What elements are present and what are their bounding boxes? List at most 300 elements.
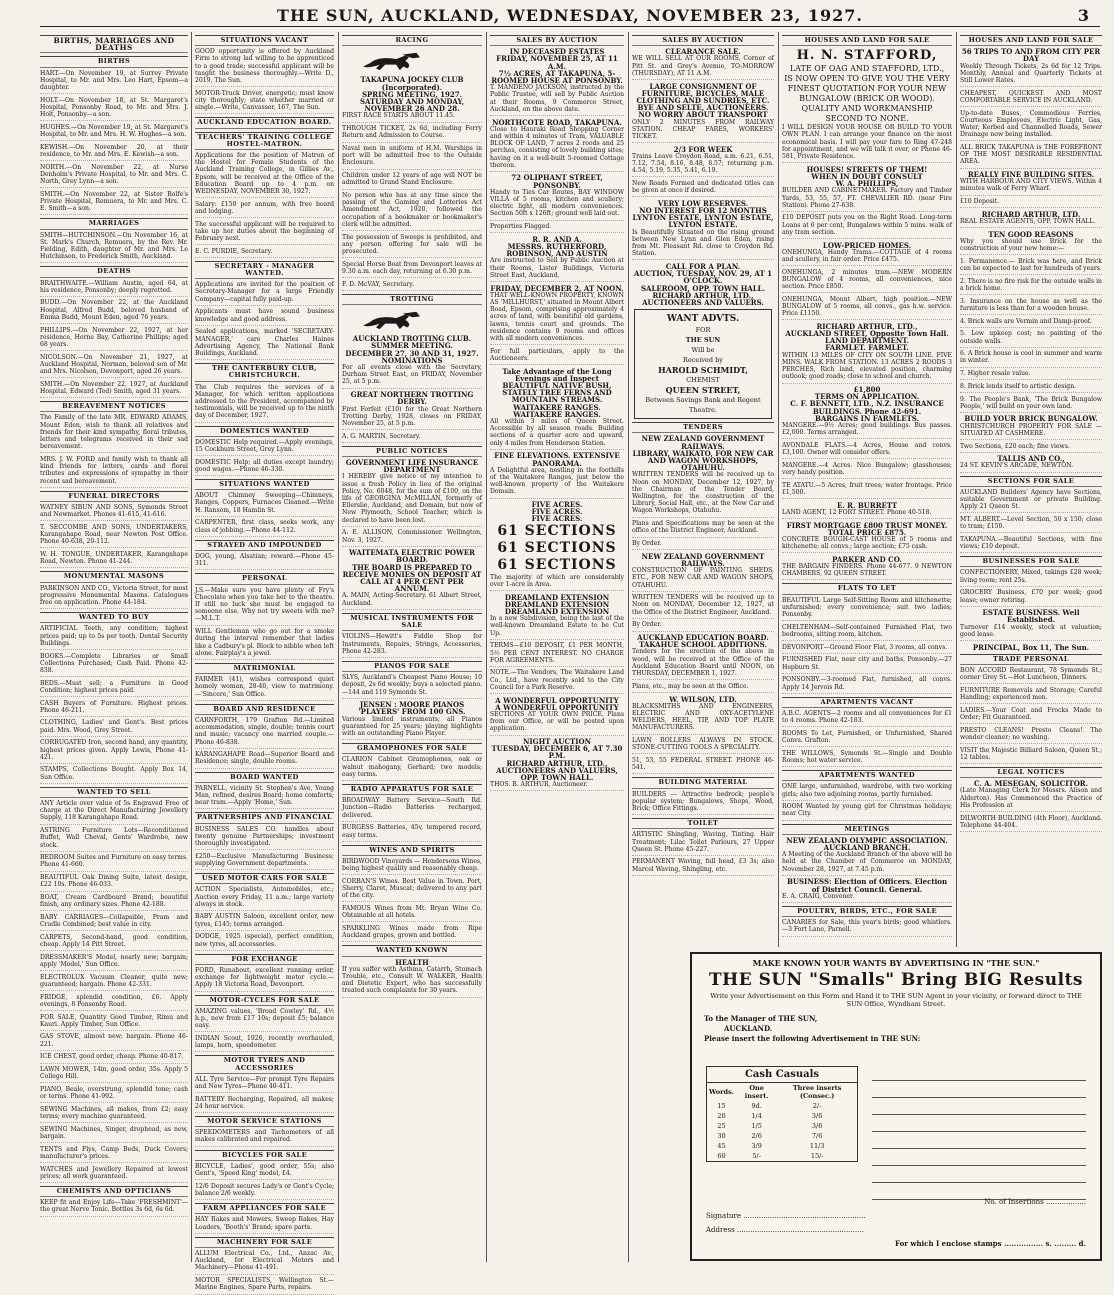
rate-cell: 45: [717, 1142, 726, 1150]
classified-ad: Various limited instruments; all Pianos guaranteed for 25 years; playing highlights with an outstanding Piano Player.: [342, 716, 482, 741]
classified-ad: CASH Buyers of Furniture. Highest prices. Phone 46-211.: [40, 700, 188, 717]
classified-ad: Plans and Specifications may be seen at the office of the District Engineer, Auckland.: [632, 520, 774, 537]
classified-ad: By Order.: [632, 540, 774, 550]
section-heading: PERSONAL: [195, 573, 334, 584]
classified-ad: Plans, etc., may be seen at the Office.: [632, 683, 774, 693]
classified-ad: ARTISTIC Shingling, Waving, Tinting. Hair Treatment; Lilac Toilet Parlours, 27 Upper Queen St. Phone 45-227.: [632, 831, 774, 856]
display-caption: Take Advantage of the Long Evenings and Inspect: [502, 366, 612, 383]
display-caption: RICHARD ARTHUR, LTD., AUCTIONEERS AND VALUERS.: [642, 290, 764, 307]
classified-ad: CORRUGATED Iron, second hand, any quantity, highest prices given. Apply Lewis, Phone 41-421.: [40, 739, 188, 764]
section-heading: CHEMISTS AND OPTICIANS: [40, 1186, 188, 1197]
classified-ad: J.S.—Make sure you have plenty of Fry's Chocolate when you take her to the theatre. If still no luck she must be engaged to someone else. Why not try sweets with me?—M.L.T.: [195, 587, 334, 626]
display-caption: NEW ZEALAND GOVERNMENT RAILWAYS.: [641, 551, 765, 568]
classified-ad: TE ATATU.—5 Acres, fruit trees; water frontage. Price £1,500.: [782, 482, 952, 499]
classified-ad: SMITH.—On November 22, at Sister Rolfe's Private Hospital, Remuera, to Mr. and Mrs. C. E. Smith—a son.: [40, 191, 188, 216]
classified-ad: 2. There is no fire risk for the outside walls in a brick home.: [960, 278, 1102, 295]
display-caption: FIVE ACRES.: [531, 500, 583, 510]
display-caption: FIRST MORTGAGE £800 TRUST MONEY.: [786, 520, 948, 530]
display-caption: C. A. MESEGAN, SOLICITOR.: [973, 779, 1089, 789]
classified-ad: First Forfeit (£10) for the Great Northern Trotting Derby, 1928, closes on FRIDAY, November 25, at 5 p.m.: [342, 406, 482, 431]
display-caption: RICHARD ARTHUR, LTD., AUCTIONEERS AND VALUERS, OPP. TOWN HALL.: [496, 758, 618, 783]
column-4: [486, 32, 627, 1262]
classified-ad: FARMER (41), wishes correspond quiet homely woman, 28-40, view to matrimony.—'Sincere,' Sun Office.: [195, 676, 334, 701]
classified-ad: DOMESTIC Help required.—Apply evenings, 15 Cockburn Street, Grey Lynn.: [195, 439, 334, 456]
rates-col-words: Words.: [709, 1088, 734, 1096]
classified-ad: BABY CARRIAGES—Collapsible, Pram and Cradle Combined; best value in city.: [40, 914, 188, 931]
classified-ad: SEWING Machines, all makes, from £2; easy terms; every machine guaranteed.: [40, 1106, 188, 1123]
display-caption: BUSINESS: Election of Officers. Election of District Council. General.: [786, 877, 948, 894]
classified-ad: LAWN MOWER, 14in, good order, 35s. Apply 5 College Hill.: [40, 1066, 188, 1083]
display-caption: LIBRARY, WAIKATO, FOR NEW CAR AND WAGON WORKSHOPS, OTAHUHU.: [632, 448, 774, 473]
display-caption: BYE AND SELTE, AUCTIONEERS.: [637, 103, 769, 113]
classified-ad: NICOLSON.—On November 21, 1927, at Auckland Hospital, Norman, beloved son of Mr. and Mrs. Nicolson, Devonport, aged 26 years.: [40, 354, 188, 379]
classified-ad: CANARIES for Sale, this year's birds; good whistlers.—3 Fort Lane, Parnell.: [782, 919, 952, 936]
classified-ad: MOTOR SPECIALISTS, Wellington St.—Marine Engines, Spare Parts, repairs.: [195, 1277, 334, 1294]
classified-ad: BON ACCORD Restaurant, 78 Symonds St.; corner Grey St.—Hot Luncheon, Dinners.: [960, 667, 1102, 684]
classified-ad: ASTRING Furniture Lots—Reconditioned Buffet, Wall Cheval, Gents' Wardrobe, new stock.: [40, 827, 188, 852]
classified-ad: 8. Brick lends itself to artistic design.: [960, 383, 1102, 393]
display-caption: RICHARD ARTHUR, LTD.: [981, 209, 1081, 219]
classified-ad: ALL BRICK TAKAPUNA is THE FOREFRONT OF THE MOST DESIRABLE RESIDENTIAL AREA.: [960, 144, 1102, 169]
classified-ad: BEAUTIFUL Large Self-Sitting Room and kitchenette; unfurnished; every convenience; suit two ladies; Ponsonby.: [782, 597, 952, 622]
page-number: 3: [1077, 6, 1090, 25]
display-caption: IN DECEASED ESTATES: [509, 47, 605, 57]
classified-ad: LADIES.—Your Coat and Frocks Made to Order; Fit Guaranteed.: [960, 707, 1102, 724]
display-caption: A WONDERFUL OPPORTUNITY: [495, 702, 619, 712]
classified-ad: THOS. B. ARTHUR, Auctioneer.: [490, 781, 624, 791]
section-heading: USED MOTOR CARS FOR SALE: [195, 873, 334, 884]
boxed-notice-line: FOR: [695, 326, 711, 335]
section-heading: STRAYED AND IMPOUNDED: [195, 540, 334, 551]
display-caption: TALLIS AND CO.,: [997, 454, 1065, 464]
display-caption: RICHARD ARTHUR, LTD.,: [816, 321, 918, 331]
classified-ad: CONCRETE BOUGH-CAST HOUSE of 5 rooms and kitchenette; all convs.; large section; £75 cash.: [782, 536, 952, 553]
classified-ad: F. D. McVAY, Secretary.: [342, 281, 482, 291]
cash-casuals-rate-table: [706, 1066, 858, 1162]
display-caption: NO WORRY ABOUT TRANSPORT: [638, 110, 768, 120]
classified-ad: BROADWAY Battery Service—South Rd. Junction—Radio Batteries recharged, delivered.: [342, 797, 482, 822]
classified-ad: WRITTEN TENDERS will be received up to Noon on MONDAY, December 12, 1927, by the Chairman of the Tender Board, Wellington, for the construction of the Library, Social Hall, etc., at the New Car and Wagon Workshops, Otahuhu.: [632, 471, 774, 517]
display-caption: PRINCIPAL, Box 11, The Sun.: [972, 642, 1090, 652]
display-advertisement-line: H. N. STAFFORD,: [796, 48, 938, 64]
section-heading: DOMESTICS WANTED: [195, 426, 334, 437]
section-heading: BIRTHS, MARRIAGES AND DEATHS: [40, 35, 188, 53]
classified-ad: WILL Gentleman who go out for a smoke during the interval remember that ladies like a Cadbury's pl. Block to nibble when left alone. Fairplay's a jewel.: [195, 628, 334, 660]
newspaper-title: THE SUN, AUCKLAND, WEDNESDAY, NOVEMBER 23, 1927.: [277, 6, 863, 25]
classified-ad: I WILL DESIGN YOUR HOUSE OR BUILD TO YOUR OWN PLAN. I can arrange your finance on the most economical basis. I will pay your fare to Ring 47-248 for appointment, and we will talk it over, or Phone 46-581, Private Residence.: [782, 124, 952, 163]
display-caption: ESTATE BUSINESS. Well Established.: [982, 608, 1080, 625]
display-caption: HEALTH: [395, 957, 429, 967]
classified-ad: ICE CHEST, good order, cheap. Phone 40-817.: [40, 1053, 188, 1063]
classified-ad: NOTE.—The Vendors, The Waitakere Land Co., Ltd., have recently sold to the City Council for a Park Reserve.: [490, 669, 624, 694]
display-caption: R. R. AND A.: [532, 234, 582, 244]
classified-ad: Special Horse Boat from Devonport leaves at 9.30 a.m. each day, returning at 6.30 p.m.: [342, 261, 482, 278]
classified-ad: Turnover £14 weekly, stock at valuation; good lease.: [960, 624, 1102, 641]
classified-ad: GOOD opportunity is offered by Auckland Firm to strong lad willing to be apprenticed to a good trade; successful applicant will be taught the business thoroughly.—Write D., 2019, The Sun.: [195, 48, 334, 87]
section-heading: BIRTHS: [40, 56, 188, 67]
display-caption: NIGHT AUCTION: [523, 737, 591, 747]
classified-ad: FORD, Runabout, excellent running order, exchange for lightweight motor cycle.—Apply 18 Victoria Road, Devonport.: [195, 967, 334, 992]
display-caption: A WONDERFUL OPPORTUNITY: [495, 695, 619, 705]
classified-ad: W. H. TONGUE, UNDERTAKER, Karangahape Road, Newton. Phone 41-244.: [40, 551, 188, 568]
display-caption: TEN GOOD REASONS: [988, 229, 1074, 239]
classified-ad: DEVONPORT—Ground Floor Flat, 3 rooms, all convs.: [782, 644, 952, 654]
classified-ad: A Delightful area, nestling in the foothills of the Waitakere Ranges, just below the well-known property of the Waitakere Domain.: [490, 467, 624, 499]
display-caption: TOTAL PRICE £875.: [827, 527, 907, 537]
section-heading: APARTMENTS VACANT: [782, 697, 952, 708]
display-caption: FRIDAY, NOVEMBER 25, AT 11 A.M.: [496, 54, 618, 71]
masthead: [40, 6, 1100, 27]
classified-ad: ONEHUNGA, Mount Albert, high position.—NEW BUNGALOW of 5 rooms, all convs., gas h.w. service. Price £1150.: [782, 296, 952, 321]
rate-cell: 2/-: [812, 1102, 822, 1110]
display-caption: SUMMER MEETING.: [371, 341, 453, 351]
coupon-instructions: Write your Advertisement on this Form and Hand it to THE SUN Agent in your vicinity, or forward direct to THE SUN Office, Wyndham Street.: [710, 992, 1082, 1008]
classified-ad: ONE large, unfurnished, wardrobe, with two working girls; also two adjoining rooms, partly furnished.: [782, 783, 952, 800]
classified-ad: Handy to Ties Car Routes, BAY WINDOW VILLA of 5 rooms, kitchen and scullery; electric light, all modern conveniences. Section 50ft x 126ft; ground well laid out.: [490, 189, 624, 221]
display-caption: WAITAKERE RANGES.: [513, 402, 601, 412]
classified-ad: BOOKS.—Complete Libraries or Small Collections Purchased; Cash Paid. Phone 42-838.: [40, 653, 188, 678]
classified-ad: DILWORTH BUILDING (4th Floor), Auckland. Telephone 44-404.: [960, 815, 1102, 832]
section-heading: BEREAVEMENT NOTICES: [40, 401, 188, 412]
classified-ad: PARNELL, vicinity St. Stephen's Ave, Young Man, refined, desires Board; home comforts; near tram.—Apply 'Home,' Sun.: [195, 785, 334, 810]
rate-cell: 15: [717, 1102, 726, 1110]
classified-ad: WATCHES and Jewellery Repaired at lowest prices; all work guaranteed.: [40, 1166, 188, 1183]
section-heading: TEACHERS' TRAINING COLLEGE HOSTEL-MATRON.: [195, 132, 334, 150]
column-7: [956, 32, 1105, 947]
classified-ad: CHELTENHAM—Self-contained Furnished Flat, two bedrooms, sitting room, kitchen.: [782, 624, 952, 641]
classified-ad: TENTS and Flys, Camp Beds, Duck Covers; manufacturer's prices.: [40, 1146, 188, 1163]
classified-ad: PARKINSON AND CO., Victoria Street, for most progressive Monumental Masons. Catalogues free on application. Phone 44-184.: [40, 585, 188, 610]
classified-ad: A.B.C. AGENTS—2 rooms and all conveniences for £1 to 4 rooms. Phone 42-183.: [782, 710, 952, 727]
classified-ad: ONEHUNGA, Handy Trams.—COTTAGE of 4 rooms and scullery, in fair order. Price £475.: [782, 249, 952, 266]
classified-ad: WRITTEN TENDERS will be received up to Noon on MONDAY, December 12, 1927, at the Office of the District Engineer, Auckland.: [632, 594, 774, 619]
display-caption: FARMLET. FARMLET.: [825, 343, 909, 353]
classified-ad: Is Beautifully Situated on the rising ground between New Lynn and Glen Eden, rising from Mt. Pleasant Rd. close to Croydon Rd. Station.: [632, 229, 774, 261]
classified-ad: FRIDGE, splendid condition, £6. Apply evenings, 8 Ponsonby Road.: [40, 994, 188, 1011]
section-heading: MOTOR TYRES AND ACCESSORIES: [195, 1055, 334, 1073]
display-caption: LARGE CONSIGNMENT OF FURNITURE, BICYCLES, MALE CLOTHING AND SUNDRIES, ETC.: [636, 81, 770, 105]
display-caption: LYNTON ESTATE, LYNTON ESTATE, LYNTON ESTATE.: [632, 213, 774, 230]
display-banner: 61 SECTIONS: [497, 522, 617, 539]
rates-col-three: Three inserts (Consec.): [792, 1084, 842, 1100]
display-caption: NEW ZEALAND OLYMPIC ASSOCIATION.: [786, 835, 948, 845]
classified-ad: AUCKLAND Builders' Agency have Sections, suitable Government or private Building. Apply 21 Queen St.: [960, 489, 1102, 514]
classified-ad: PRESTO CLEANS! Presto Cleans! The wonder cleaner; no washing.: [960, 727, 1102, 744]
classified-ad: VISIT the Majestic Billiard Saloon, Queen St.; 12 tables.: [960, 747, 1102, 764]
classified-ad: DOG, young, Alsatian; reward.—Phone 45-311.: [195, 553, 334, 570]
classified-ad: BEDS.—Must sell; a Furniture in Good Condition; highest prices paid.: [40, 680, 188, 697]
section-heading: WINES AND SPIRITS: [342, 845, 482, 856]
classified-ad: PHILLIPS.—On November 22, 1927, at her residence, Herne Bay, Catherine Phillips; aged 68 years.: [40, 327, 188, 352]
classified-ad: THROUGH TICKET, 2s 6d, including Ferry Return and Admission to Course.: [342, 125, 482, 142]
section-heading: PARTNERSHIPS AND FINANCIAL: [195, 812, 334, 823]
display-caption: SPRING MEETING, 1927.: [361, 89, 463, 99]
classified-ad: SLYS, Auckland's Cheapest Piano House; 10 deposit, 2s 6d weekly; buys a selected piano.—144 and 119 Symonds St.: [342, 674, 482, 699]
classified-ad: CHEAPEST, QUICKEST AND MOST COMFORTABLE SERVICE IN AUCKLAND.: [960, 90, 1102, 107]
display-caption: 56 TRIPS TO AND FROM CITY PER DAY: [961, 47, 1101, 64]
classified-ad: MRS. J. W. FORD and family wish to thank all kind friends for letters, cards and floral tributes and expressions of sympathy in their recent sad bereavement.: [40, 456, 188, 488]
section-heading: AUCKLAND EDUCATION BOARD.: [195, 117, 334, 128]
classified-ad: GROCERY Business, £70 per week; good lease; owner retiring.: [960, 589, 1102, 606]
section-heading: FOR EXCHANGE: [195, 954, 334, 965]
display-caption: THE BOARD IS PREPARED TO RECEIVE MONIES ON DEPOSIT AT CALL AT 4 PER CENT PER ANNUM.: [342, 562, 482, 594]
display-caption: W. WILSON, LTD.: [669, 694, 737, 704]
classified-ad: £10 Deposit.: [960, 198, 1102, 208]
classified-ad: FURNISHED Flat, near city and baths, Ponsonby.—27 Hepburn St.: [782, 656, 952, 673]
display-caption: TAKAHUE SCHOOL ADDITIONS.: [639, 640, 767, 650]
classified-ad: BUDD.—On November 22, at the Auckland Hospital, Alfred Budd, beloved husband of Emma Budd, Mount Eden, aged 76 years.: [40, 299, 188, 324]
classified-ad: In a new Subdivision, being the last of the well-known Dreamland Estate to be Cut Up.: [490, 615, 624, 640]
classified-ad: REAL ESTATE AGENTS, OPP. TOWN HALL.: [960, 218, 1102, 228]
classified-ad: New Roads Formed and dedicated titles can be given at once if desired.: [632, 180, 774, 197]
boxed-notice-line: Received by: [683, 356, 723, 365]
section-heading: DEATHS: [40, 266, 188, 277]
display-caption: BUILD YOUR BRICK BUNGALOW.: [964, 414, 1098, 424]
display-caption: AUCKLAND BRANCH.: [823, 843, 911, 853]
section-heading: POULTRY, BIRDS, ETC., FOR SALE: [782, 906, 952, 917]
classified-ad: SMITH.—On November 22, 1927, at Auckland Hospital, Edward (Ted) Smith, aged 31 years.: [40, 381, 188, 398]
display-caption: FINE ELEVATIONS. EXTENSIVE PANORAMA.: [494, 451, 620, 468]
section-heading: PIANOS FOR SALE: [342, 661, 482, 672]
section-heading: BUSINESSES FOR SALE: [960, 556, 1102, 567]
section-heading: TOILET: [632, 818, 774, 829]
display-caption: REALLY FINE BUILDING SITES.: [967, 170, 1095, 180]
classified-ad: THAT WELL-KNOWN PROPERTY, KNOWN AS 'MILLHURST,' situated in Mount Albert Road, Epsom, comprising approximately 4 acres of land, with beautiful old gardens, lawns, tennis court and grounds. The residence contains 9 rooms and offices with all modern conveniences.: [490, 292, 624, 345]
classified-ad: A Meeting of the Auckland Branch of the above will be held at the Chamber of Commerce on MONDAY, November 28, 1927, at 7.45 p.m.: [782, 851, 952, 876]
classified-ad: BATTERY Recharging, Repaired, all makes; 24 hour service.: [195, 1096, 334, 1113]
classified-ad: A. E. ALLISON, Commissioner. Wellington, Nov. 3, 1927.: [342, 529, 482, 546]
display-caption: 72 OLIPHANT STREET, PONSONBY.: [511, 173, 603, 190]
classified-ad: Naval men in uniform of H.M. Warships in port will be admitted free to the Outside Enclosure.: [342, 145, 482, 170]
boxed-notice-line: HAROLD SCHMIDT,: [658, 365, 748, 376]
display-banner: 61 SECTIONS: [497, 539, 617, 556]
boxed-notice-line: CHEMIST: [686, 376, 720, 385]
classified-ad: NORTH.—On November 22, at Nurse Denholm's Private Hospital, to Mr. and Mrs. C. North, Grey Lynn—a son.: [40, 164, 188, 189]
display-caption: DREAMLAND EXTENSION: [504, 592, 610, 602]
section-heading: APARTMENTS WANTED: [782, 770, 952, 781]
section-heading: BUILDING MATERIAL: [632, 777, 774, 788]
display-caption: NO INTEREST FOR 12 MONTHS: [639, 206, 767, 216]
section-heading: PUBLIC NOTICES: [342, 446, 482, 457]
classified-ad: ROOM Wanted by young girl for Christmas holidays; near City.: [782, 803, 952, 820]
section-heading: TRADE PERSONAL: [960, 654, 1102, 665]
rates-title: Cash Casuals: [707, 1067, 857, 1083]
classified-ad: Tenders for the erection of the above in wood, will be received at the Office of the Auckland Education Board until NOON, on THURSDAY, DECEMBER 1, 1927.: [632, 648, 774, 680]
column-3: [338, 32, 485, 1262]
classified-ad: BURGESS Batteries, 45v, tempered record, easy terms.: [342, 824, 482, 841]
classified-ad: Why you should use Brick for the construction of your new home:—: [960, 238, 1102, 255]
classified-ad: BRAITHWAITE.—William Austin, aged 64, at his residence, Ponsonby; deeply regretted.: [40, 280, 188, 297]
rate-row: [707, 1121, 857, 1131]
display-caption: GOVERNMENT LIFE INSURANCE DEPARTMENT: [345, 458, 479, 475]
classified-ad: E. A. CRAIG, Convener.: [782, 893, 952, 903]
classified-ad: ROOMS To Let, Furnished, or Unfurnished, Shared Convs. Grafton.: [782, 730, 952, 747]
rate-row: [707, 1151, 857, 1161]
classified-ad: MT. ALBERT.—Level Section, 50 x 150; close to tram; £150.: [960, 516, 1102, 533]
classified-ad: KARANGAHAPE Road—Superior Board and Residence; single, double rooms.: [195, 751, 334, 768]
classified-ad: Applications for the position of Matron of the Hostel for Female Students of the Auckland Training College, in Gillies Av., Epsom, will be received at the Office of the Education Board up to 4 p.m. on WEDNESDAY, NOVEMBER 30, 1927.: [195, 152, 334, 198]
display-caption: FIVE ACRES.: [531, 507, 583, 517]
racing-horse-icon: [342, 50, 454, 72]
display-caption: CLEARANCE SALE.: [665, 47, 741, 57]
classified-ad: THE BARGAIN FINDERS. Phone 44-677. 9 NEWTON CHAMBERS, 92 QUEEN STREET.: [782, 563, 952, 580]
coupon-footer: [706, 1195, 1086, 1251]
classified-ad: GAS STOVE, almost new; bargain. Phone 46-221.: [40, 1033, 188, 1050]
classified-ad: T. SECCOMBE AND SONS, UNDERTAKERS, Karangahape Road, near Newton Post Office. Phone 40-638, 20-112.: [40, 524, 188, 549]
classified-ad: The Family of the late MR. EDWARD ADAMS, Mount Eden, wish to thank all relatives and friends for their kind sympathy, floral tributes, letters and telegrams received in their sad bereavement.: [40, 414, 188, 453]
classified-ad: CLARION Cabinet Gramophones, oak or walnut mahogany, Gerhard; two models; easy terms.: [342, 756, 482, 781]
display-caption: HOUSES! STREETS OF THEM!: [806, 164, 928, 174]
classified-ad: SPEEDOMETERS and Tachometers of all makes calibrated and repaired.: [195, 1129, 334, 1146]
classified-ad: 5. Low upkeep cost; no painting of the outside walls.: [960, 330, 1102, 347]
display-advertisement-line: LATE OF OAG AND STAFFORD, LTD.,: [789, 64, 945, 74]
rate-cell: 1/4: [751, 1112, 762, 1120]
classified-ad: ELECTROLUX Vacuum Cleaner, quite new; guaranteed; bargain. Phone 42-331.: [40, 974, 188, 991]
signature-field[interactable]: Signature .......................................................: [706, 1212, 866, 1220]
classified-ad: WITH HARBOUR AND CITY VIEWS. Within 4 minutes walk of Ferry Wharf.: [960, 178, 1102, 195]
classified-ad: E. C. PURDIE, Secretary.: [195, 248, 334, 258]
classified-ad: BEAUTIFUL Oak Dining Suite, latest design, £22 10s. Phone 46-033.: [40, 874, 188, 891]
classified-ad: BUILDER AND CABINETMAKER. Factory and Timber Yards, 53, 55, 57, FT. CHEVALIER RD. (near Fire Station). Phone 27-638.: [782, 187, 952, 212]
classified-ad: BOAT, Cream Cardboard Brand; beautiful finish, any ordinary sizes. Phone 42-188.: [40, 894, 188, 911]
classified-ad: MANGERE.—4 Acres. Nice Bungalow; glasshouses; very handy position.: [782, 462, 952, 479]
rate-cell: 9d.: [751, 1102, 762, 1110]
classified-ad: CORBAN'S Wines. Best Value in Town. Port, Sherry, Claret, Muscat; delivered to any part of the city.: [342, 878, 482, 903]
section-heading: FARM APPLIANCES FOR SALE: [195, 1203, 334, 1214]
rates-col-one: One insert.: [744, 1084, 769, 1100]
rate-cell: 3/6: [811, 1112, 823, 1120]
classified-ad: DRESSMAKER'S Model, nearly new; bargain; apply 'Model,' Sun Office.: [40, 954, 188, 971]
display-caption: VERY LOW RESERVES.: [657, 198, 749, 208]
classified-ad: All within 3 miles of Queen Street. Accessible by all season roads. Building sections of a quarter acre and upward, only 4 miles from Henderson Station.: [490, 418, 624, 450]
coupon-to-manager: To the Manager of THE SUN,: [704, 1014, 818, 1023]
classified-ad: Close to Hauraki Road Shopping Corner and within 4 minutes of Tram, VALUABLE BLOCK OF LAND, 7 acres 2 roods and 25 perches, consisting of lovely building sites; having on it a well-built 5-roomed Cottage thereon.: [490, 126, 624, 172]
classified-ad: CARPETS, Second-hand, good condition, cheap. Apply 14 Pitt Street.: [40, 934, 188, 951]
rate-row: [707, 1101, 857, 1111]
classified-ad: No person who has at any time since the passing of the Gaming and Lotteries Act Amendment Act, 1920, followed the occupation of a bookmaker or bookmaker's clerk will be admitted.: [342, 192, 482, 231]
classified-ad: TAKAPUNA.—Beautiful Sections, with fine views; £10 deposit.: [960, 536, 1102, 553]
classified-ad: CHRISTCHURCH PROPERTY FOR SALE — SITUATED AT CASHMERE.: [960, 423, 1102, 440]
rate-cell: 15/-: [810, 1152, 824, 1160]
display-caption: C. F. BENNETT, LTD., N.Z. INSURANCE BUILDINGS. Phone 42-691.: [790, 399, 944, 416]
display-caption: AUCTION, TUESDAY, NOV. 29, AT 1 O'CLOCK.: [634, 269, 772, 286]
rate-cell: 3/9: [751, 1142, 762, 1150]
classified-ad: BUSINESS SALES CO. handles about twenty genuine Partnerships; investment thoroughly investigated.: [195, 826, 334, 851]
classified-ad: Sealed applications, marked 'SECRETARY-MANAGER,' care Charles Haines Advertising Agency, The National Bank Buildings, Auckland.: [195, 328, 334, 360]
classified-ad: (Late Managing Clerk for Messrs. Alison and Alderton). Has Commenced the Practice of His Profession at: [960, 787, 1102, 812]
classified-ad: The possession of Sweeps is prohibited, and any person offering for sale will be prosecuted.: [342, 234, 482, 259]
classified-ad: For full particulars, apply to the Auctioneers.: [490, 348, 624, 365]
section-heading: SALES BY AUCTION: [632, 35, 774, 46]
classified-ad: LAND AGENT, 12 FORT STREET. Phone 40-518.: [782, 509, 952, 519]
display-banner: 61 SECTIONS: [497, 556, 617, 573]
rate-cell: 11/3: [809, 1142, 825, 1150]
classified-ad: BLACKSMITHS AND ENGINEERS, ELECTRIC AND OXY-ACETYLENE WELDERS, HEEL, TIP, AND TOP PLATE MANUFACTURERS.: [632, 703, 774, 735]
section-heading: MONUMENTAL MASONS: [40, 571, 188, 582]
rate-cell: 2/6: [751, 1132, 762, 1140]
classified-ad: CONFECTIONERY, Mixed, takings £28 week; living room; rent 25s.: [960, 569, 1102, 586]
classified-ad: Are instructed to Sell by Public Auction at their Rooms, Lister Buildings, Victoria Street East, Auckland,: [490, 257, 624, 282]
display-caption: DREAMLAND EXTENSION: [504, 599, 610, 609]
display-caption: LOW-PRICED HOMES.: [822, 240, 912, 250]
display-caption: AUCKLAND STREET, Opposite Town Hall. LAND DEPARTMENT.: [785, 329, 949, 346]
boxed-notice-line: Between Savings Bank and Regent Theatre.: [645, 396, 761, 415]
display-caption: DREAMLAND EXTENSION: [504, 607, 610, 616]
classified-ad: Weekly Through Tickets, 2s 6d for 12 Trips. Monthly, Annual and Quarterly Tickets at Still Lower Rates.: [960, 63, 1102, 88]
section-heading: RADIO APPARATUS FOR SALE: [342, 784, 482, 795]
classified-ad: AVONDALE FLATS.—4 Acres, House and convs. £3,100. Owner will consider offers.: [782, 442, 952, 459]
classified-ad: Properties Flagged.: [490, 223, 624, 233]
classified-ad: PONSONBY.—3-roomed Flat, furnished, all convs. Apply 14 Jervois Rd.: [782, 676, 952, 693]
classified-ad: THE WILLOWS, Symonds St.—Single and Double Rooms; hot water service.: [782, 750, 952, 767]
classified-ad: CONSTRUCTION OF PAINTING SHEDS, ETC., FOR NEW CAR AND WAGON SHOPS, OTAHUHU.: [632, 567, 774, 592]
display-caption: BEAUTIFUL NATIVE BUSH, STATELY TREE FERNS AND MOUNTAIN STREAMS.: [502, 381, 612, 405]
display-caption: WAITEMATA ELECTRIC POWER BOARD.: [348, 548, 475, 565]
rate-cell: 25: [717, 1122, 726, 1130]
display-caption: NOMINATIONS: [381, 355, 443, 365]
classified-ad: PERMANENT Waving, full head, £3 3s; also Marcel Waving, Shingling, etc.: [632, 858, 774, 875]
classified-ad: CARNFORTH, 179 Grafton Rd.—Limited accommodation, single, double; tennis court and music; vacancy one married couple.—Phone 46-838.: [195, 717, 334, 749]
classified-ad: Children under 12 years of age will NOT be admitted to Grand Stand Enclosure.: [342, 172, 482, 189]
section-heading: SITUATIONS WANTED: [195, 479, 334, 490]
classified-ad: WITHIN 13 MILES OF CITY ON SOUTH LINE. FIVE MINS. WALK FROM STATION. 13 ACRES 2 ROODS 3 PERCHES, Rich land, elevated position, charming outlook; good roads; close to school and church.: [782, 352, 952, 384]
classified-ad: HART.—On November 19, at Surrey Private Hospital, to Mr. and Mrs. Leo Hart, Epsom—a daughter.: [40, 70, 188, 95]
display-caption: CALL FOR A PLAN.: [665, 261, 741, 271]
classified-ad: Salary: £150 per annum, with free board and lodging.: [195, 201, 334, 218]
display-advertisement-line: IS NOW OPEN TO GIVE YOU THE VERY FINEST QUOTATION FOR YOUR NEW BUNGALOW (BRICK OR WOOD).: [784, 74, 950, 104]
insertions-field[interactable]: No. of Insertions ..................: [984, 1198, 1086, 1206]
section-heading: MUSICAL INSTRUMENTS FOR SALE: [342, 613, 482, 631]
classified-ad: DODGE, 1925 (special), perfect condition, new tyres, all accessories.: [195, 933, 334, 950]
classified-ad: KEWISH.—On November 20, at their residence, to Mr. and Mrs. E. Kewish—a son.: [40, 144, 188, 161]
display-caption: NORTHCOTE ROAD, TAKAPUNA.: [492, 117, 622, 127]
classified-ad: WE WILL SELL AT OUR ROOMS, Corner of Pitt St. and Grey's Avenue, TO-MORROW (THURSDAY), AT 11 A.M.: [632, 55, 774, 80]
classified-ad: Applications are invited for the position of Secretary-Manager for a large Friendly Company—capital fully paid-up.: [195, 281, 334, 306]
section-heading: MACHINERY FOR SALE: [195, 1237, 334, 1248]
classified-ad: STAMPS, Collections Bought. Apply Box 14, Sun Office.: [40, 766, 188, 783]
display-caption: E. R. BURRETT: [836, 500, 898, 510]
classified-ad: ONEHUNGA, 2 minutes tram.—NEW MODERN BUNGALOW of 4 rooms, all conveniences, nice section. Price £850.: [782, 269, 952, 294]
section-heading: FUNERAL DIRECTORS: [40, 491, 188, 502]
classified-ad: The Club requires the services of a Manager, for which written applications addressed to the President, accompanied by testimonials, will be received up to the ninth day of December, 1927.: [195, 384, 334, 423]
classified-ad: ARTIFICIAL Teeth, any condition; highest prices paid; up to 5s per tooth. Dental Security Buildings.: [40, 625, 188, 650]
section-heading: THE CANTERBURY CLUB, CHRISTCHURCH.: [195, 363, 334, 381]
section-heading: SECTIONS FOR SALE: [960, 476, 1102, 487]
classified-ad: MANGERE.—9½ Acres; good buildings. Bus passes. £2,000. Terms arranged.: [782, 422, 952, 439]
rate-row: [707, 1111, 857, 1121]
section-heading: TENDERS: [632, 422, 774, 433]
classified-ad: PIANO, Beale, overstrung, splendid tone; cash or terms. Phone 41-992.: [40, 1086, 188, 1103]
classified-ad: 24 ST. KEVIN'S ARCADE, NEWTON.: [960, 462, 1102, 472]
column-1: [40, 32, 190, 1262]
boxed-notice-line: THE SUN: [685, 336, 721, 345]
advertisement-writing-lines[interactable]: [872, 1064, 1086, 1200]
classified-ad: Two Sections, £20 each; fine views.: [960, 443, 1102, 453]
sun-smalls-coupon: [690, 952, 1102, 1261]
display-caption: SATURDAY AND MONDAY, NOVEMBER 26 AND 28.: [359, 97, 465, 114]
classified-ad: 51, 53, 55 FEDERAL STREET. PHONE 46-541.: [632, 757, 774, 774]
address-field[interactable]: Address .........................................................: [706, 1226, 864, 1234]
classified-ad: 6. A Brick house is cool in summer and warm in winter.: [960, 350, 1102, 367]
section-heading: MARRIAGES: [40, 218, 188, 229]
section-heading: MATRIMONIAL: [195, 663, 334, 674]
section-heading: HOUSES AND LAND FOR SALE: [782, 35, 952, 46]
classified-ad: 12/6 Deposit secures Lady's or Gent's Cycle; balance 2/6 weekly.: [195, 1183, 334, 1200]
classified-ad: FOR SALE, Quantity Good Timber, Rimu and Kauri. Apply Timber, Sun Office.: [40, 1014, 188, 1031]
classified-ad: HOLT.—On November 18, at St. Margaret's Hospital, Ponsonby Road, to Mr. and Mrs. J. Holt, Ponsonby—a son.: [40, 97, 188, 122]
rate-cell: 1/5: [751, 1122, 762, 1130]
classified-ad: FAMOUS Wines from Mt. Bryan Wine Co. Obtainable at all hotels.: [342, 905, 482, 922]
